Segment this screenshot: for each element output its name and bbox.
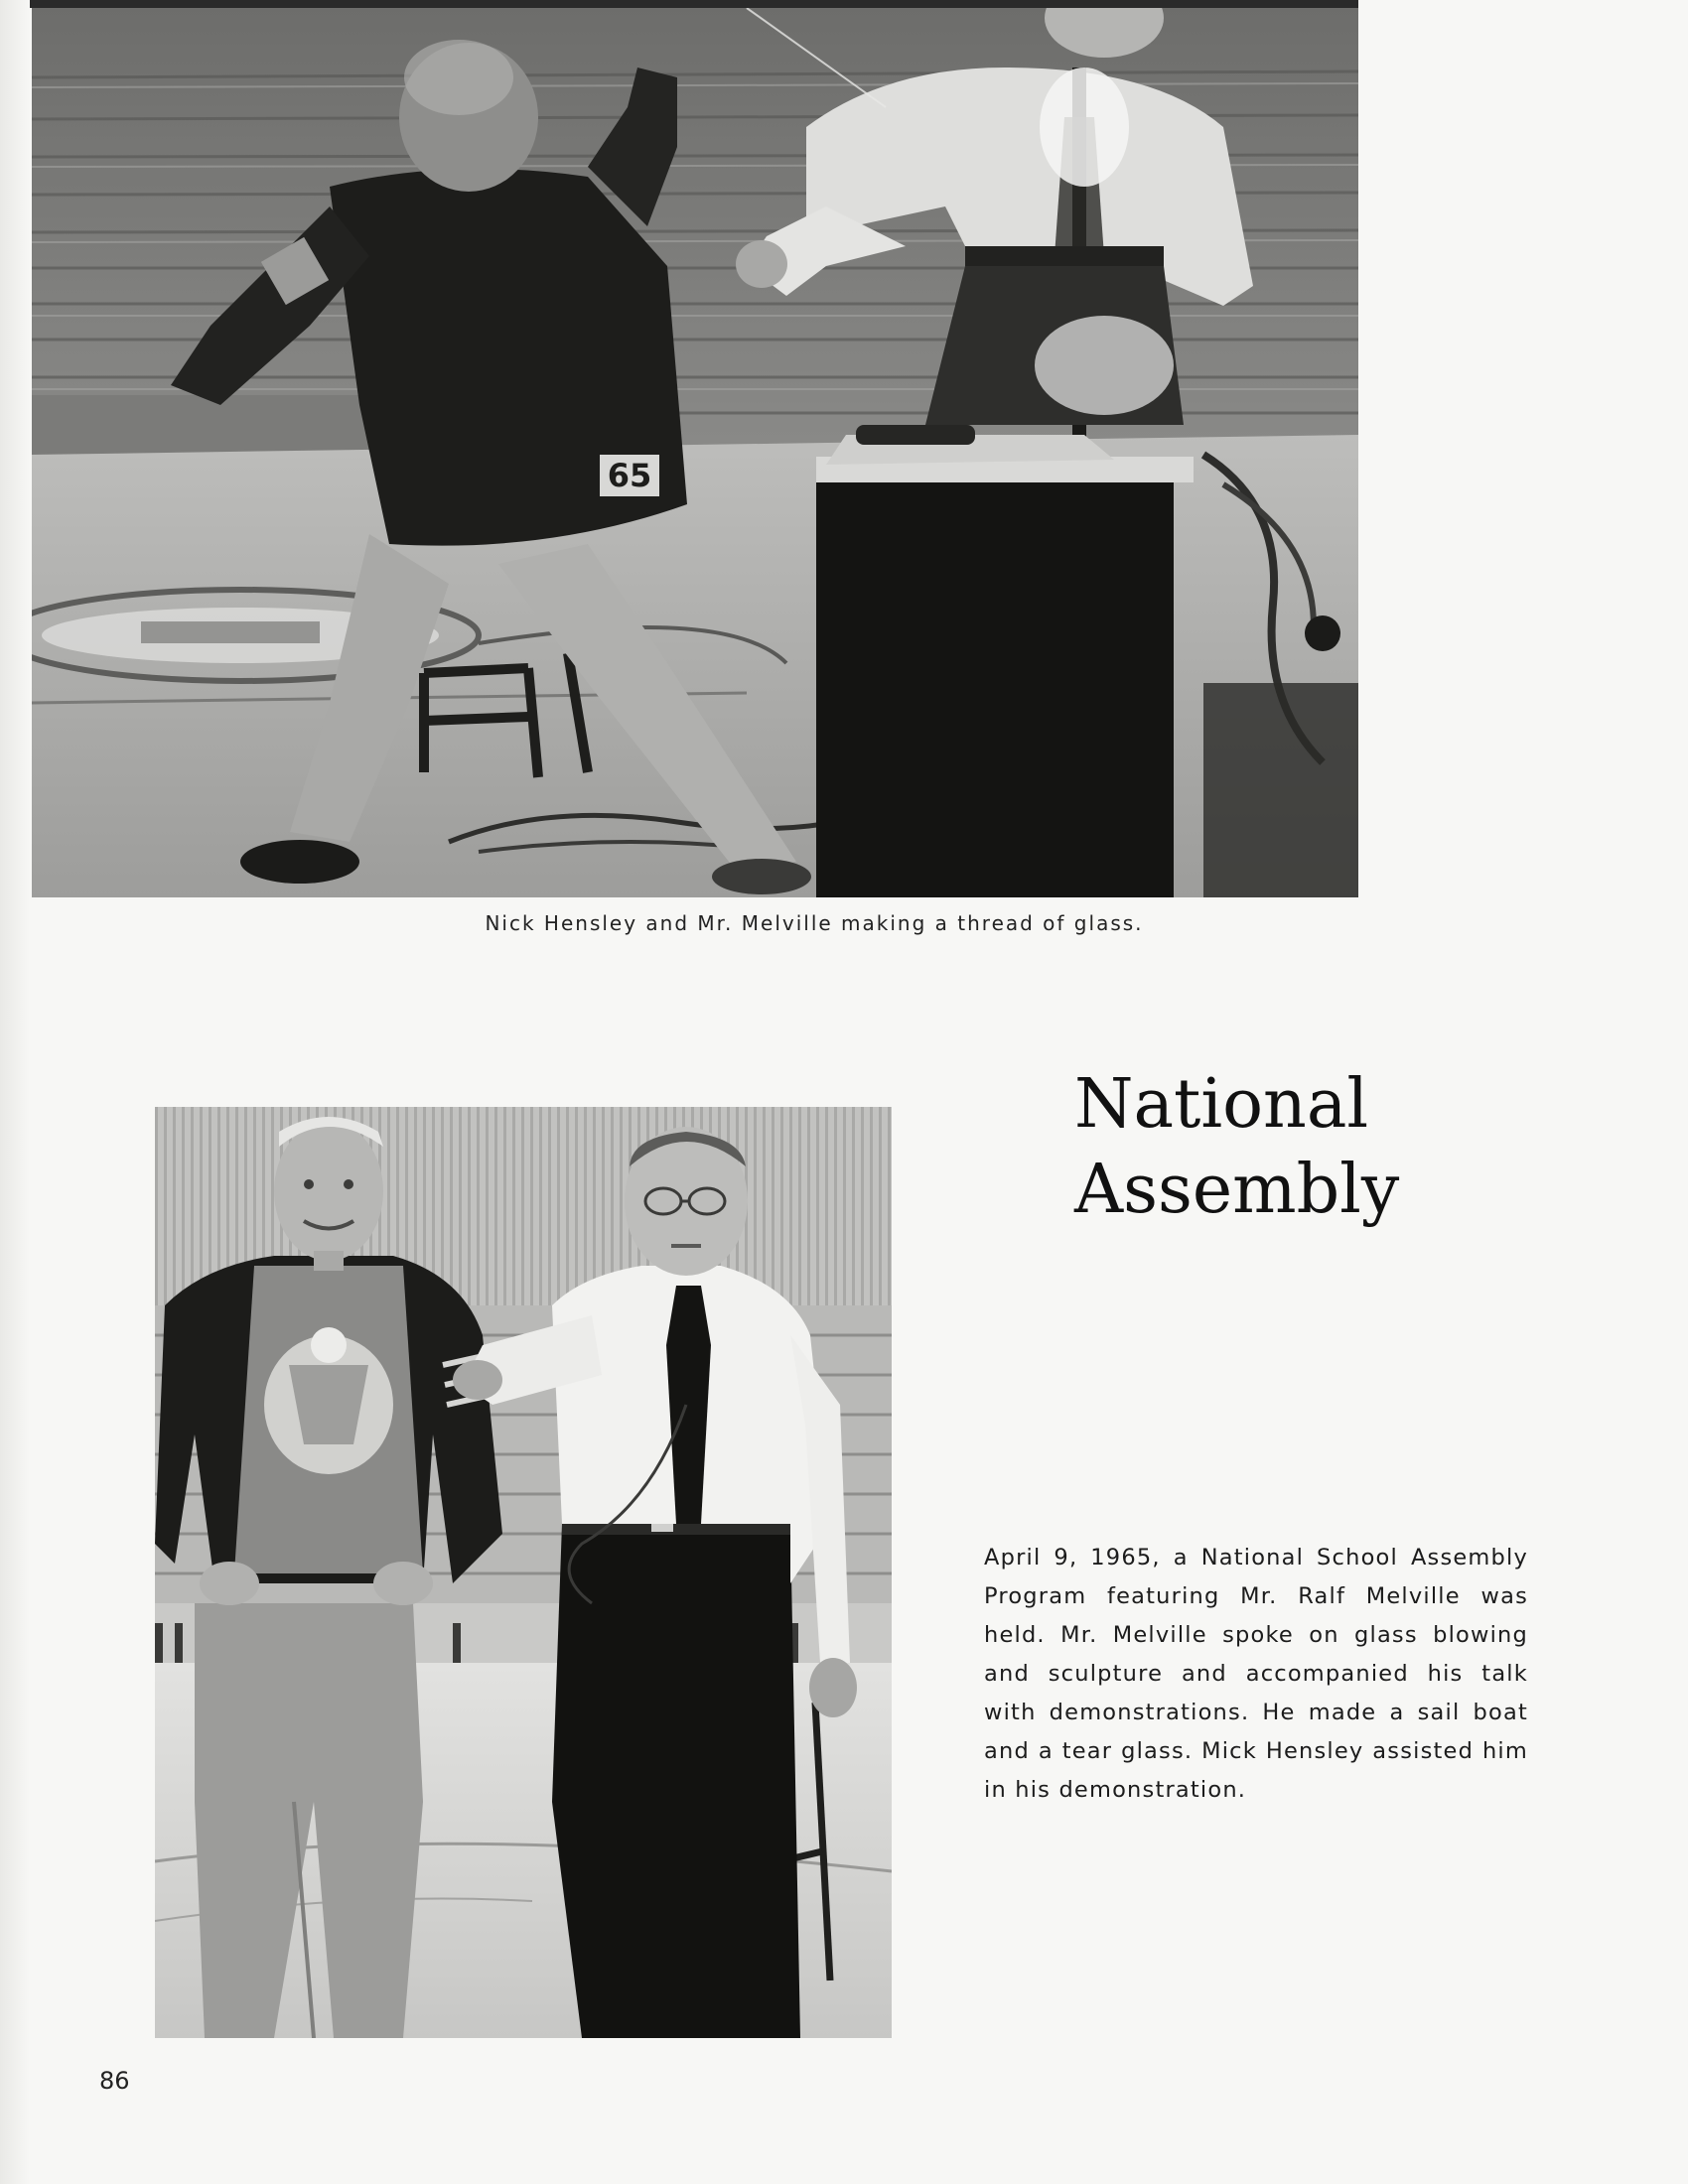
- headline-line-2: Assembly: [1074, 1151, 1400, 1229]
- photo-hensley-and-melville-portrait: [155, 1107, 892, 2038]
- photo-glass-thread-demonstration: [32, 8, 1358, 897]
- photo-caption: Nick Hensley and Mr. Melville making a thread of glass.: [485, 911, 1144, 935]
- jacket-number: 65: [607, 457, 652, 494]
- article-body: April 9, 1965, a National School Assembly Program featuring Mr. Ralf Melville was held. Mr. Melville spoke on glass blowing and sculpture and accompanied his talk with demonstrations. He made a sail boat and a tear glass. Mick Hensley assisted him in his demonstration.: [984, 1545, 1528, 1803]
- page-top-edge: [30, 0, 1358, 8]
- page-edge-shadow: [0, 0, 30, 2184]
- article-headline: [1074, 1062, 1571, 1233]
- page-number: 86: [99, 2067, 130, 2095]
- headline-line-1: National: [1074, 1065, 1369, 1144]
